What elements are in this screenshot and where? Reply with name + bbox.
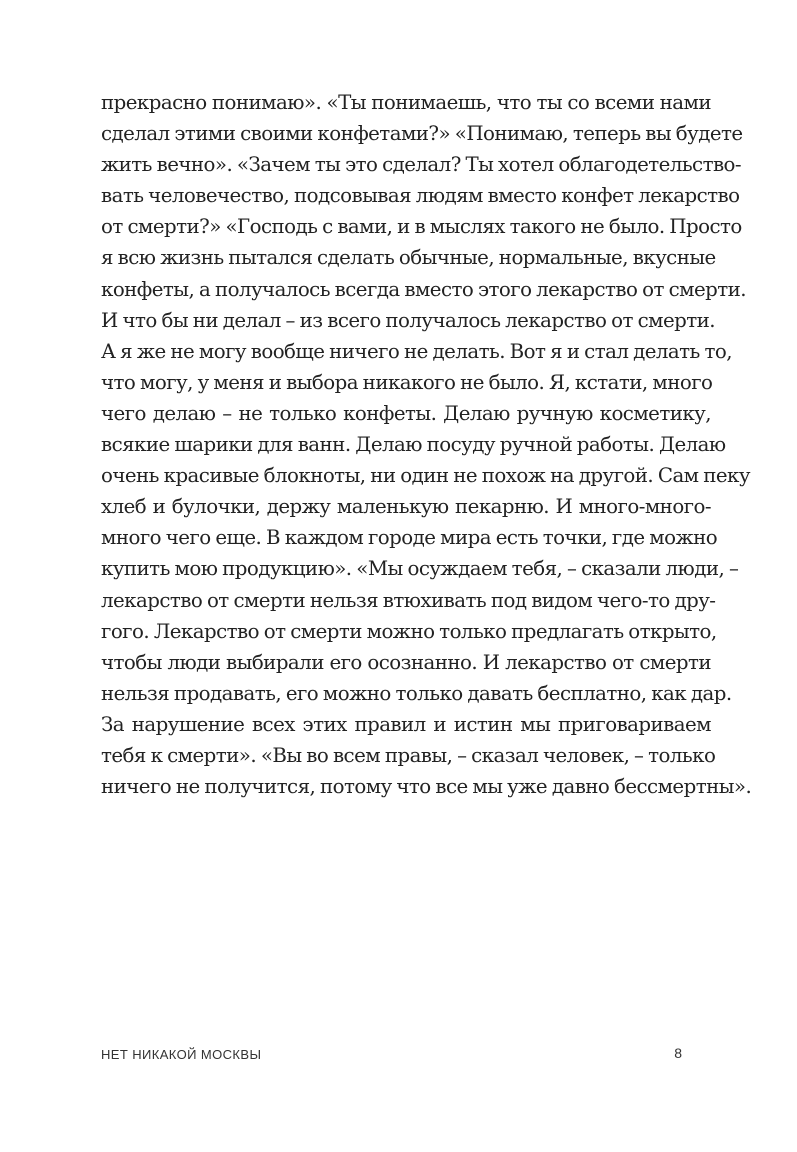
text-line-11: чего делаю – не только конфеты. Делаю ручную косметику,	[101, 401, 711, 425]
text-line-20: нельзя продавать, его можно только давать бесплатно, как дар.	[101, 681, 732, 705]
text-line-3: жить вечно». «Зачем ты это сделал? Ты хотел облагодетельство-	[101, 153, 742, 177]
text-line-5: от смерти?» «Господь с вами, и в мыслях такого не было. Просто	[101, 215, 742, 239]
text-line-19: чтобы люди выбирали его осознанно. И лекарство от смерти	[101, 650, 711, 674]
text-line-17: лекарство от смерти нельзя втюхивать под видом чего-то дру-	[101, 588, 716, 612]
text-line-1: прекрасно понимаю». «Ты понимаешь, что ты со всеми нами	[101, 91, 711, 114]
text-line-4: вать человечество, подсовывая людям вместо конфет лекарство	[101, 184, 740, 208]
text-line-15: много чего еще. В каждом городе мира есть точки, где можно	[101, 526, 718, 550]
text-line-18: гого. Лекарство от смерти можно только предлагать открыто,	[101, 619, 717, 643]
page-number: 8	[674, 1045, 682, 1061]
text-line-7: конфеты, а получалось всегда вместо этого лекарство от смерти.	[101, 277, 746, 301]
body-text	[101, 87, 752, 802]
text-line-10: что могу, у меня и выбора никакого не было. Я, кстати, много	[101, 370, 713, 394]
text-line-16: купить мою продукцию». «Мы осуждаем тебя, – сказали люди, –	[101, 557, 739, 581]
text-line-12: всякие шарики для ванн. Делаю посуду ручной работы. Делаю	[101, 433, 726, 457]
text-line-14: хлеб и булочки, держу маленькую пекарню. И много-много-	[101, 495, 711, 519]
text-line-13: очень красивые блокноты, ни один не похож на другой. Сам пеку	[101, 464, 750, 488]
running-footer-title: НЕТ НИКАКОЙ МОСКВЫ	[101, 1047, 262, 1062]
text-line-6: я всю жизнь пытался сделать обычные, нормальные, вкусные	[101, 246, 716, 270]
text-line-8: И что бы ни делал – из всего получалось лекарство от смерти.	[101, 308, 715, 332]
text-line-21: За нарушение всех этих правил и истин мы приговариваем	[101, 712, 711, 736]
text-line-9: А я же не могу вообще ничего не делать. Вот я и стал делать то,	[101, 339, 732, 363]
text-line-22: тебя к смерти». «Вы во всем правы, – сказал человек, – только	[101, 743, 716, 767]
text-line-2: сделал этими своими конфетами?» «Понимаю, теперь вы будете	[101, 122, 743, 146]
text-line-23: ничего не получится, потому что все мы уже давно бессмертны».	[101, 775, 752, 799]
